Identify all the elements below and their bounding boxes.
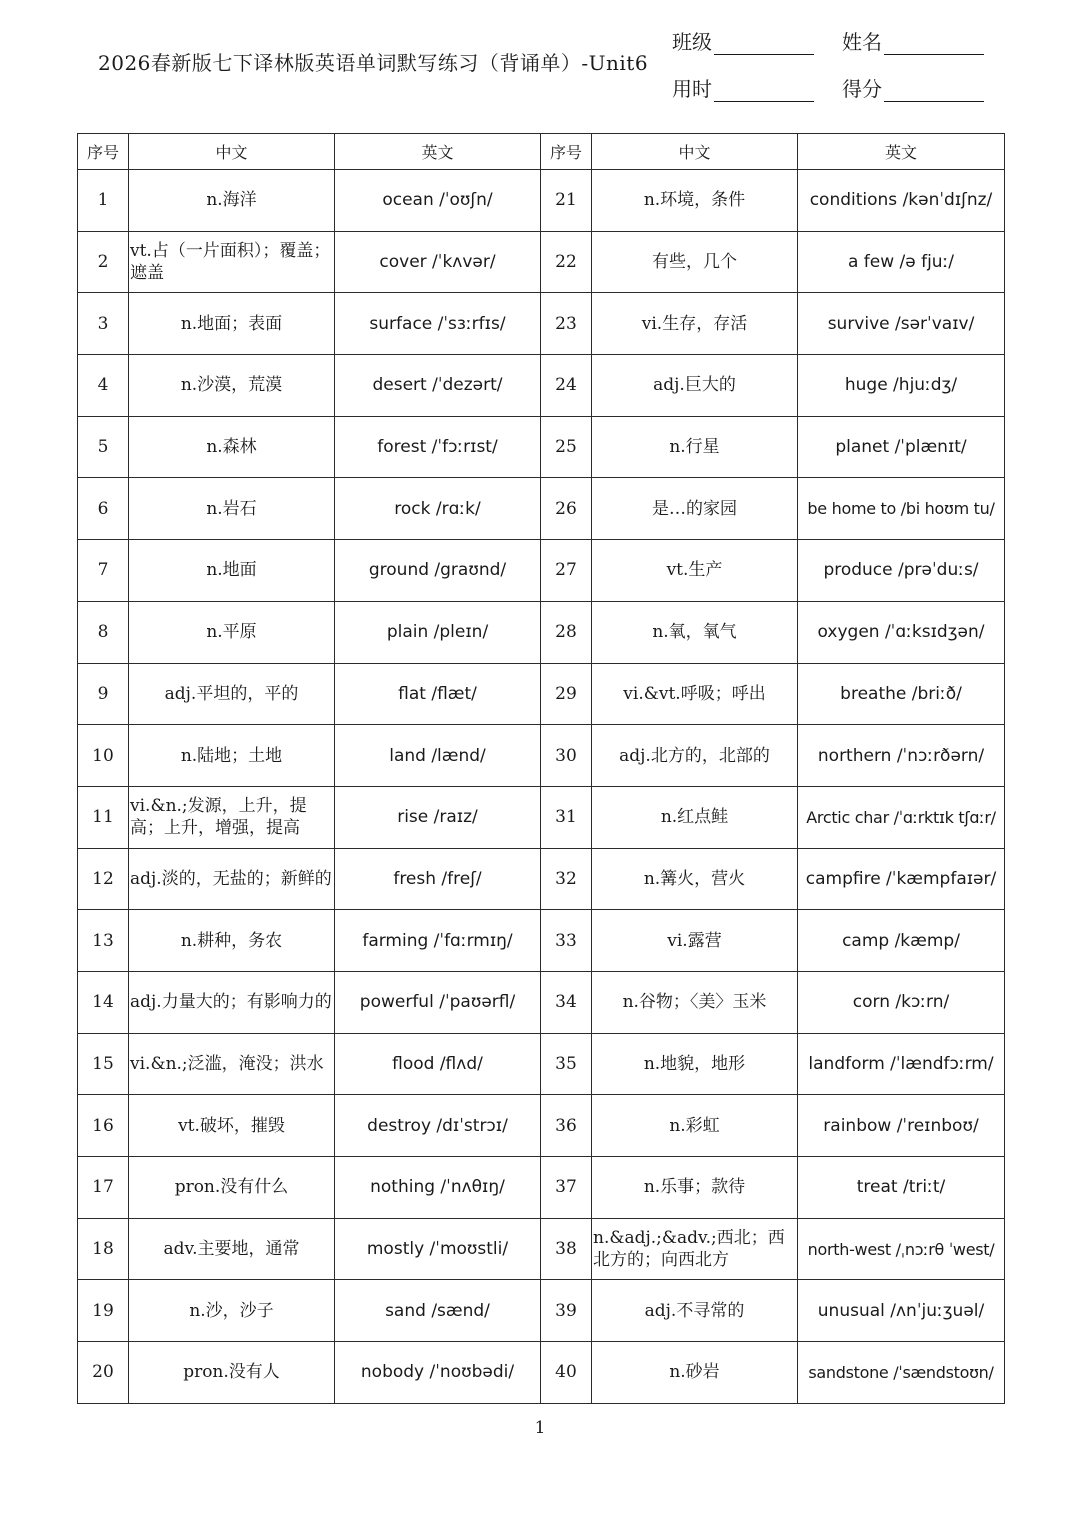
index-cell: 6 [78,478,129,540]
index-cell: 33 [541,910,592,972]
index-cell: 39 [541,1280,592,1342]
index-cell: 29 [541,663,592,725]
chinese-cell: adj.淡的，无盐的；新鲜的 [129,848,335,910]
chinese-cell: n.沙，沙子 [129,1280,335,1342]
english-cell: a few /ə fjuː/ [798,231,1005,293]
name-label: 姓名 [842,30,882,54]
index-cell: 19 [78,1280,129,1342]
index-cell: 11 [78,786,129,848]
time-blank[interactable] [714,79,814,102]
table-row [78,601,1005,663]
english-cell: unusual /ʌnˈjuːʒuəl/ [798,1280,1005,1342]
chinese-cell: n.彩虹 [592,1095,798,1157]
index-cell: 27 [541,540,592,602]
table-row [78,1280,1005,1342]
index-cell: 26 [541,478,592,540]
table-header-row [78,134,1005,170]
english-cell: flood /flʌd/ [335,1033,541,1095]
english-cell: produce /prəˈduːs/ [798,540,1005,602]
chinese-cell: adv.主要地，通常 [129,1218,335,1280]
index-cell: 21 [541,170,592,232]
chinese-cell: n.陆地；土地 [129,725,335,787]
time-field [672,73,814,102]
name-blank[interactable] [884,32,984,55]
chinese-cell: n.篝火，营火 [592,848,798,910]
class-field [672,26,814,55]
english-cell: conditions /kənˈdɪʃnz/ [798,170,1005,232]
index-cell: 31 [541,786,592,848]
chinese-cell: pron.没有人 [129,1342,335,1404]
chinese-cell: pron.没有什么 [129,1157,335,1219]
page-title: 2026春新版七下译林版英语单词默写练习（背诵单）-Unit6 [98,51,649,75]
chinese-cell: adj.力量大的；有影响力的 [129,971,335,1033]
chinese-cell: n.砂岩 [592,1342,798,1404]
chinese-cell: vi.&n.;泛滥，淹没；洪水 [129,1033,335,1095]
english-cell: Arctic char /ˈɑːrktɪk tʃɑːr/ [798,786,1005,848]
index-cell: 17 [78,1157,129,1219]
table-row [78,1218,1005,1280]
table-row [78,1095,1005,1157]
english-cell: nothing /ˈnʌθɪŋ/ [335,1157,541,1219]
english-cell: corn /kɔːrn/ [798,971,1005,1033]
chinese-cell: vi.露营 [592,910,798,972]
english-cell: mostly /ˈmoʊstli/ [335,1218,541,1280]
score-field [842,73,984,102]
english-cell: landform /ˈlændfɔːrm/ [798,1033,1005,1095]
index-cell: 4 [78,355,129,417]
chinese-cell: n.地貌，地形 [592,1033,798,1095]
index-cell: 16 [78,1095,129,1157]
index-cell: 8 [78,601,129,663]
table-row [78,540,1005,602]
index-cell: 22 [541,231,592,293]
table-row [78,355,1005,417]
index-cell: 1 [78,170,129,232]
english-cell: be home to /bi hoʊm tu/ [798,478,1005,540]
score-label: 得分 [842,77,882,101]
english-cell: rise /raɪz/ [335,786,541,848]
index-cell: 37 [541,1157,592,1219]
table-row [78,725,1005,787]
english-cell: nobody /ˈnoʊbədi/ [335,1342,541,1404]
chinese-cell: 是…的家园 [592,478,798,540]
index-cell: 14 [78,971,129,1033]
chinese-cell: n.地面；表面 [129,293,335,355]
table-row [78,416,1005,478]
chinese-cell: n.行星 [592,416,798,478]
page-header [0,0,1080,120]
index-cell: 32 [541,848,592,910]
table-row [78,293,1005,355]
header-chinese-right: 中文 [592,134,798,170]
table-row [78,170,1005,232]
header-index-right: 序号 [541,134,592,170]
index-cell: 25 [541,416,592,478]
index-cell: 12 [78,848,129,910]
index-cell: 13 [78,910,129,972]
english-cell: fresh /freʃ/ [335,848,541,910]
name-field [842,26,984,55]
chinese-cell: n.氧，氧气 [592,601,798,663]
table-row [78,231,1005,293]
vocab-table [77,133,1005,1404]
index-cell: 24 [541,355,592,417]
english-cell: huge /hjuːdʒ/ [798,355,1005,417]
english-cell: farming /ˈfɑːrmɪŋ/ [335,910,541,972]
english-cell: ground /graʊnd/ [335,540,541,602]
index-cell: 5 [78,416,129,478]
chinese-cell: n.地面 [129,540,335,602]
chinese-cell: n.沙漠，荒漠 [129,355,335,417]
index-cell: 28 [541,601,592,663]
table-row [78,848,1005,910]
index-cell: 36 [541,1095,592,1157]
chinese-cell: n.&adj.;&adv.;西北；西北方的；向西北方 [592,1218,798,1280]
index-cell: 15 [78,1033,129,1095]
chinese-cell: n.乐事；款待 [592,1157,798,1219]
score-blank[interactable] [884,79,984,102]
chinese-cell: vi.生存，存活 [592,293,798,355]
header-english-left: 英文 [335,134,541,170]
english-cell: rock /rɑːk/ [335,478,541,540]
chinese-cell: adj.巨大的 [592,355,798,417]
vocab-table-body [78,170,1005,1404]
header-english-right: 英文 [798,134,1005,170]
chinese-cell: adj.平坦的，平的 [129,663,335,725]
english-cell: destroy /dɪˈstrɔɪ/ [335,1095,541,1157]
index-cell: 20 [78,1342,129,1404]
chinese-cell: n.平原 [129,601,335,663]
chinese-cell: n.耕种，务农 [129,910,335,972]
index-cell: 10 [78,725,129,787]
header-index-left: 序号 [78,134,129,170]
index-cell: 18 [78,1218,129,1280]
index-cell: 34 [541,971,592,1033]
table-row [78,1157,1005,1219]
english-cell: breathe /briːð/ [798,663,1005,725]
english-cell: survive /sərˈvaɪv/ [798,293,1005,355]
table-row [78,663,1005,725]
index-cell: 38 [541,1218,592,1280]
class-blank[interactable] [714,32,814,55]
header-chinese-left: 中文 [129,134,335,170]
english-cell: surface /ˈsɜːrfɪs/ [335,293,541,355]
index-cell: 3 [78,293,129,355]
english-cell: planet /ˈplænɪt/ [798,416,1005,478]
english-cell: oxygen /ˈɑːksɪdʒən/ [798,601,1005,663]
chinese-cell: 有些，几个 [592,231,798,293]
english-cell: campfire /ˈkæmpfaɪər/ [798,848,1005,910]
table-row [78,1033,1005,1095]
english-cell: treat /triːt/ [798,1157,1005,1219]
table-row [78,478,1005,540]
english-cell: sandstone /ˈsændstoʊn/ [798,1342,1005,1404]
english-cell: cover /ˈkʌvər/ [335,231,541,293]
chinese-cell: n.海洋 [129,170,335,232]
english-cell: powerful /ˈpaʊərfl/ [335,971,541,1033]
english-cell: rainbow /ˈreɪnboʊ/ [798,1095,1005,1157]
chinese-cell: n.森林 [129,416,335,478]
class-label: 班级 [672,30,712,54]
english-cell: north-west /ˌnɔːrθ ˈwest/ [798,1218,1005,1280]
chinese-cell: adj.不寻常的 [592,1280,798,1342]
index-cell: 9 [78,663,129,725]
table-row [78,786,1005,848]
chinese-cell: n.红点鲑 [592,786,798,848]
chinese-cell: adj.北方的，北部的 [592,725,798,787]
index-cell: 30 [541,725,592,787]
chinese-cell: n.环境，条件 [592,170,798,232]
page-number: 1 [534,1418,546,1438]
time-label: 用时 [672,77,712,101]
chinese-cell: vt.占（一片面积）；覆盖；遮盖 [129,231,335,293]
english-cell: desert /ˈdezərt/ [335,355,541,417]
chinese-cell: vi.&vt.呼吸；呼出 [592,663,798,725]
english-cell: plain /pleɪn/ [335,601,541,663]
english-cell: flat /flæt/ [335,663,541,725]
table-row [78,971,1005,1033]
english-cell: camp /kæmp/ [798,910,1005,972]
table-row [78,910,1005,972]
english-cell: ocean /ˈoʊʃn/ [335,170,541,232]
english-cell: sand /sænd/ [335,1280,541,1342]
index-cell: 23 [541,293,592,355]
english-cell: northern /ˈnɔːrðərn/ [798,725,1005,787]
table-row [78,1342,1005,1404]
english-cell: land /lænd/ [335,725,541,787]
chinese-cell: n.岩石 [129,478,335,540]
english-cell: forest /ˈfɔːrɪst/ [335,416,541,478]
chinese-cell: n.谷物；〈美〉玉米 [592,971,798,1033]
chinese-cell: vi.&n.;发源，上升，提高；上升，增强，提高 [129,786,335,848]
chinese-cell: vt.生产 [592,540,798,602]
index-cell: 35 [541,1033,592,1095]
index-cell: 40 [541,1342,592,1404]
index-cell: 2 [78,231,129,293]
index-cell: 7 [78,540,129,602]
chinese-cell: vt.破坏，摧毁 [129,1095,335,1157]
